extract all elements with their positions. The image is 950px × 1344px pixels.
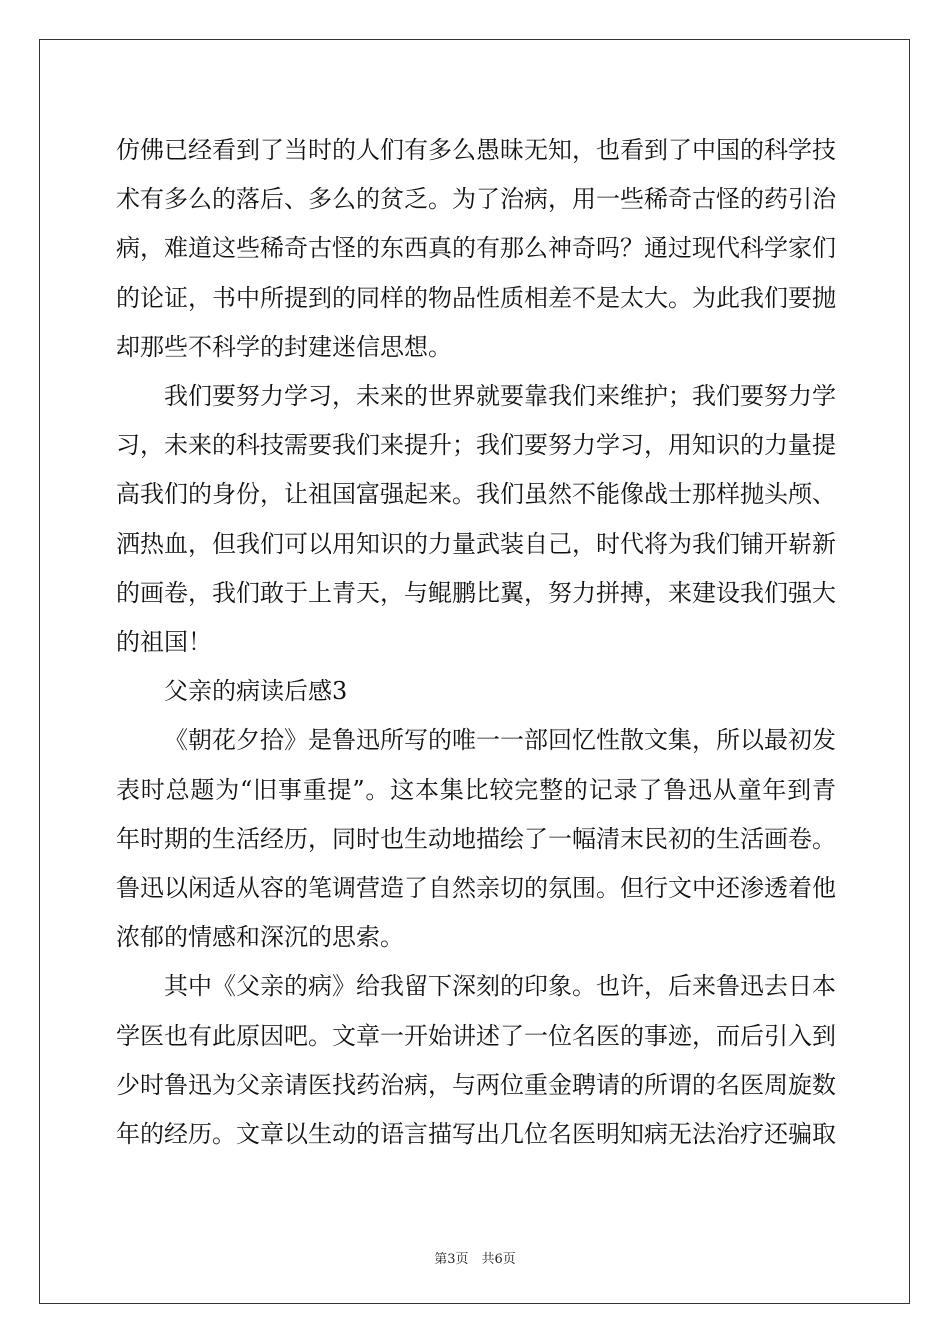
paragraph-1: 仿佛已经看到了当时的人们有多么愚昧无知，也看到了中国的科学技术有多么的落后、多么的贫乏。为了治病，用一些稀奇古怪的药引治病，难道这些稀奇古怪的东西真的有那么神奇吗？通过现代科学家们的论证，书中所提到的同样的物品性质相差不是太大。为此我们要抛却那些不科学的封建迷信思想。 — [116, 136, 836, 361]
section-heading: 父亲的病读后感3 — [164, 677, 348, 706]
page-number-footer: 第3页 共6页 — [434, 1252, 516, 1267]
paragraph-3: 《朝花夕拾》是鲁迅所写的唯一一部回忆性散文集，所以最初发表时总题为“旧事重提”。这本集比较完整的记录了鲁迅从童年到青年时期的生活经历，同时也生动地描绘了一幅清末民初的生活画卷。鲁迅以闲适从容的笔调营造了自然亲切的氛围。但行文中还渗透着他浓郁的情感和深沉的思索。 — [116, 726, 836, 952]
paragraph-4: 其中《父亲的病》给我留下深刻的印象。也许，后来鲁迅去日本学医也有此原因吧。文章一开始讲述了一位名医的事迹，而后引入到少时鲁迅为父亲请医找药治病，与两位重金聘请的所谓的名医周旋数年的经历。文章以生动的语言描写出几位名医明知病无法治疗还骗取 — [116, 972, 836, 1149]
paragraph-2: 我们要努力学习，未来的世界就要靠我们来维护；我们要努力学习，未来的科技需要我们来提升；我们要努力学习，用知识的力量提高我们的身份，让祖国富强起来。我们虽然不能像战士那样抛头颅、洒热血，但我们可以用知识的力量武装自己，时代将为我们铺开崭新的画卷，我们敢于上青天，与鲲鹏比翼，努力拼搏，来建设我们强大的祖国！ — [116, 382, 836, 657]
document-body — [116, 126, 836, 1159]
